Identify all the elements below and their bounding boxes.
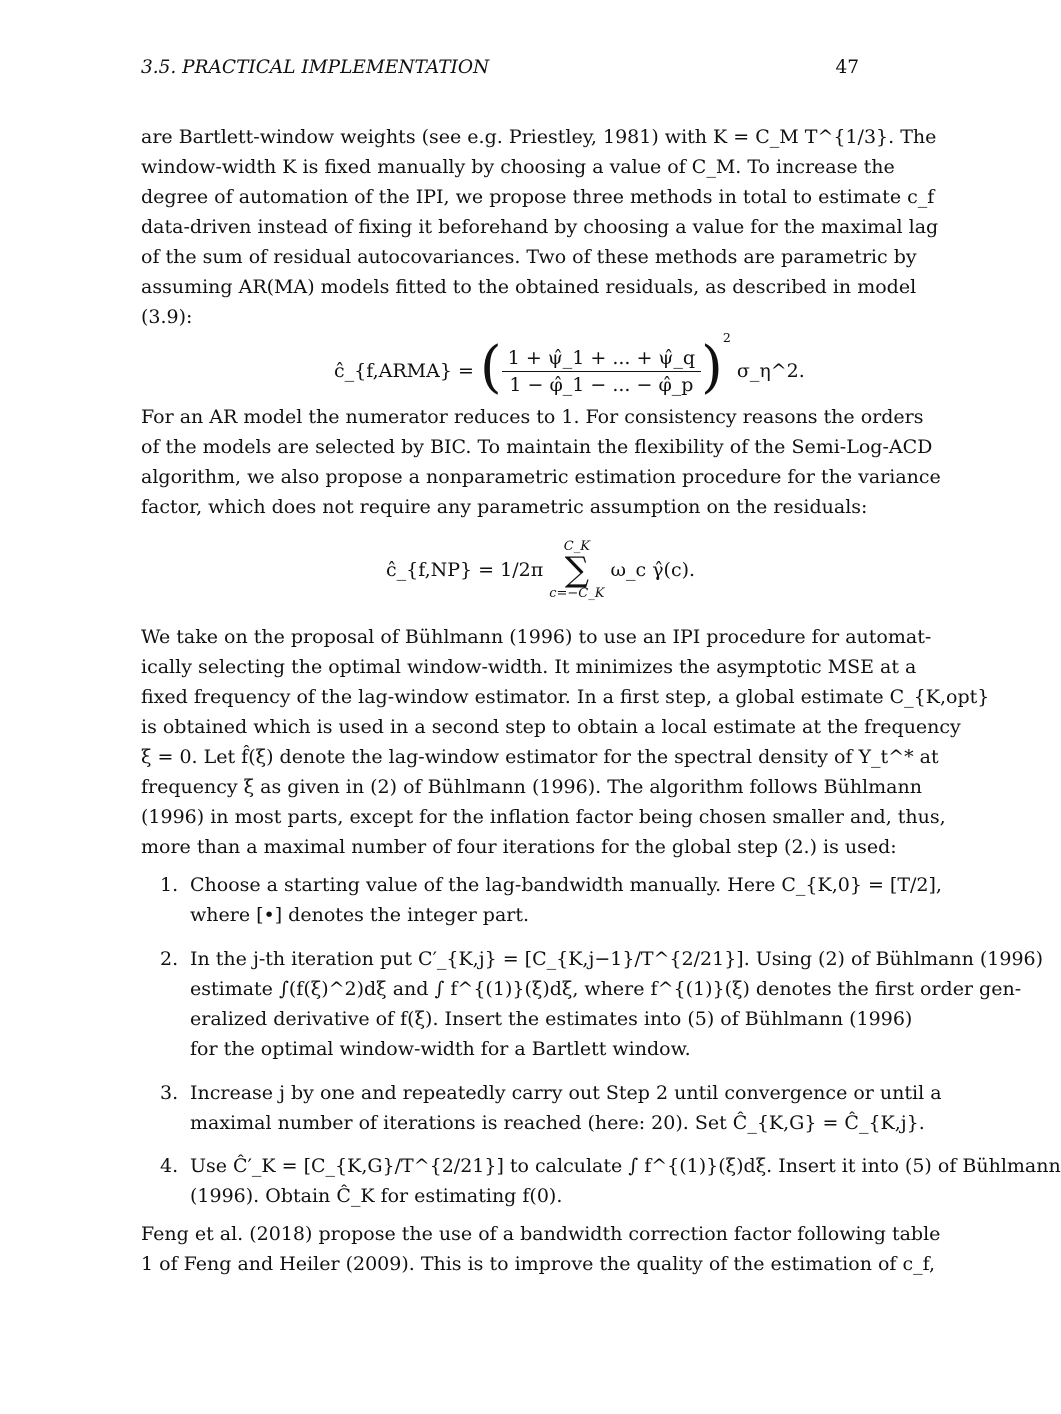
paragraph-1-line-2: window-width K is fixed manually by choosing a value of C_M. To increase the [141, 156, 895, 178]
page-number: 47 [835, 57, 859, 78]
step-3-number: 3. [160, 1082, 179, 1104]
step-1-line-2: where [•] denotes the integer part. [190, 904, 530, 926]
step-2-line-2: estimate ∫(f(ξ)^2)dξ and ∫ f^{(1)}(ξ)dξ, where f^{(1)}(ξ) denotes the first order gen- [190, 978, 1022, 1000]
sigma-symbol: ∑ [564, 550, 589, 590]
paragraph-3-line-8: more than a maximal number of four iterations for the global step (2.) is used: [141, 836, 897, 858]
summation-lower: c=−C_K [549, 586, 605, 601]
paragraph-1-line-1: are Bartlett-window weights (see e.g. Priestley, 1981) with K = C_M T^{1/3}. The [141, 126, 937, 148]
step-2-line-3: eralized derivative of f(ξ). Insert the estimates into (5) of Bühlmann (1996) [190, 1008, 913, 1030]
equation-np [386, 540, 695, 600]
paragraph-3-line-7: (1996) in most parts, except for the inflation factor being chosen smaller and, thus, [141, 806, 946, 828]
paragraph-1-line-5: of the sum of residual autocovariances. Two of these methods are parametric by [141, 246, 917, 268]
paragraph-3-line-3: fixed frequency of the lag-window estimator. In a first step, a global estimate C_{K,opt} [141, 686, 990, 708]
paragraph-2-line-1: For an AR model the numerator reduces to 1. For consistency reasons the orders [141, 406, 924, 428]
paragraph-3-line-1: We take on the proposal of Bühlmann (1996) to use an IPI procedure for automat- [141, 626, 932, 648]
paragraph-1-line-6: assuming AR(MA) models fitted to the obtained residuals, as described in model [141, 276, 917, 298]
summation [549, 540, 604, 600]
paragraph-4-line-2: 1 of Feng and Heiler (2009). This is to improve the quality of the estimation of c_f, [141, 1253, 936, 1275]
paragraph-3-line-2: ically selecting the optimal window-width. It minimizes the asymptotic MSE at a [141, 656, 917, 678]
step-4-line-2: (1996). Obtain Ĉ_K for estimating f(0). [190, 1185, 563, 1207]
equation-arma-exponent: 2 [722, 330, 731, 345]
summation-upper: C_K [563, 539, 590, 554]
paragraph-3-line-6: frequency ξ as given in (2) of Bühlmann (1996). The algorithm follows Bühlmann [141, 776, 922, 798]
paragraph-2-line-2: of the models are selected by BIC. To maintain the flexibility of the Semi-Log-ACD [141, 436, 933, 458]
step-1-number: 1. [160, 874, 179, 896]
right-paren: ) [701, 334, 723, 400]
equation-arma-lhs: ĉ_{f,ARMA} = [334, 360, 474, 382]
paragraph-1-line-3: degree of automation of the IPI, we propose three methods in total to estimate c_f [141, 186, 935, 208]
equation-arma-fraction [502, 345, 701, 398]
running-title: 3.5. PRACTICAL IMPLEMENTATION [141, 57, 490, 78]
equation-np-lhs: ĉ_{f,NP} = 1/2π [386, 559, 544, 581]
paragraph-2-line-4: factor, which does not require any parametric assumption on the residuals: [141, 496, 868, 518]
equation-np-summand: ω_c γ̂(c). [610, 559, 696, 581]
left-paren: ( [479, 334, 502, 400]
step-1-line-1: Choose a starting value of the lag-bandwidth manually. Here C_{K,0} = [T/2], [190, 874, 942, 896]
step-4-number: 4. [160, 1155, 179, 1177]
step-3-line-2: maximal number of iterations is reached (here: 20). Set Ĉ_{K,G} = Ĉ_{K,j}. [190, 1112, 925, 1134]
paragraph-1-line-7: (3.9): [141, 306, 193, 328]
paragraph-1-line-4: data-driven instead of fixing it beforehand by choosing a value for the maximal lag [141, 216, 939, 238]
paragraph-2-line-3: algorithm, we also propose a nonparametric estimation procedure for the variance [141, 466, 941, 488]
step-4-line-1: Use Ĉ′_K = [C_{K,G}/T^{2/21}] to calculate ∫ f^{(1)}(ξ)dξ. Insert it into (5) of Bühlmann [190, 1155, 1061, 1177]
paragraph-4-line-1: Feng et al. (2018) propose the use of a bandwidth correction factor following table [141, 1223, 941, 1245]
equation-arma-denominator: 1 − φ̂_1 − ... − φ̂_p [509, 373, 694, 396]
step-3-line-1: Increase j by one and repeatedly carry out Step 2 until convergence or until a [190, 1082, 942, 1104]
step-2-line-1: In the j-th iteration put C′_{K,j} = [C_{K,j−1}/T^{2/21}]. Using (2) of Bühlmann (1996) [190, 948, 1044, 970]
paragraph-3-line-4: is obtained which is used in a second step to obtain a local estimate at the frequency [141, 716, 961, 738]
step-2-line-4: for the optimal window-width for a Bartlett window. [190, 1038, 691, 1060]
equation-arma [334, 330, 805, 404]
step-2-number: 2. [160, 948, 179, 970]
paragraph-3-line-5: ξ = 0. Let f̂(ξ) denote the lag-window estimator for the spectral density of Y_t^* at [141, 746, 939, 768]
equation-arma-rhs: σ_η^2. [736, 360, 805, 382]
running-header [141, 57, 859, 83]
equation-arma-numerator: 1 + ψ̂_1 + ... + ψ̂_q [502, 345, 701, 372]
